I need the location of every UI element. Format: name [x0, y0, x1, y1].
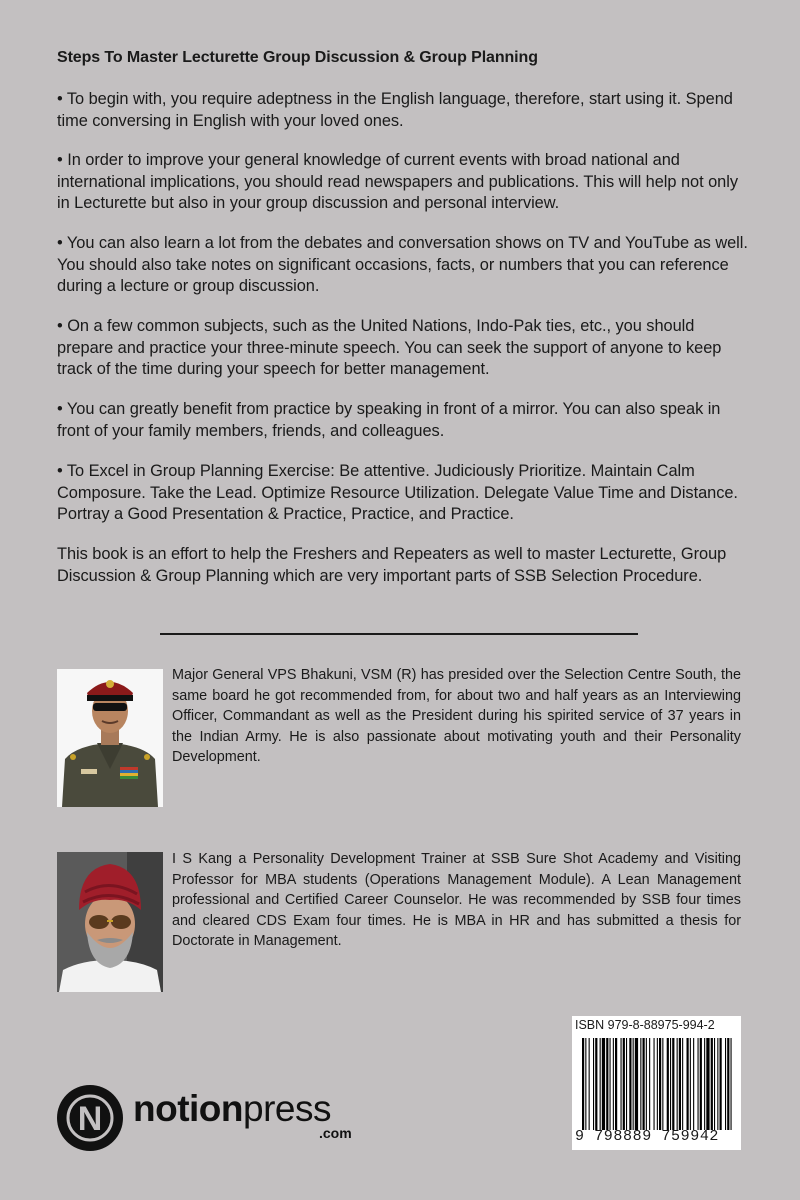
- barcode-bar: [610, 1038, 611, 1130]
- barcode-digits: 9 798889 759942: [575, 1128, 720, 1145]
- barcode-bar: [727, 1038, 729, 1130]
- author-photo-bhakuni: [57, 669, 163, 807]
- publisher-name-light: press: [243, 1088, 331, 1129]
- barcode-bar: [582, 1038, 584, 1130]
- barcode-bar: [585, 1038, 586, 1130]
- logo-letter: N: [77, 1100, 103, 1138]
- barcode-bar: [629, 1038, 631, 1130]
- barcode-bar: [593, 1038, 594, 1130]
- barcode-bar: [662, 1038, 663, 1130]
- barcode-bar: [731, 1038, 732, 1130]
- barcode-bar: [646, 1038, 647, 1130]
- isbn-label: ISBN 979-8-88975-994-2: [575, 1018, 715, 1032]
- barcode-bar: [643, 1038, 645, 1130]
- barcode-bar: [693, 1038, 694, 1130]
- section-divider: [160, 633, 638, 635]
- barcode-bar: [635, 1038, 638, 1130]
- section-heading: Steps To Master Lecturette Group Discussion & Group Planning: [57, 49, 538, 66]
- barcode-bar: [679, 1038, 681, 1130]
- paragraph-debates: • You can also learn a lot from the debates and conversation shows on TV and YouTube as well. You should also take notes on significant occasions, facts, or numbers that you can reference during a lecture or group discussion.: [57, 234, 748, 295]
- barcode-bar: [670, 1038, 671, 1130]
- barcode-bar: [672, 1038, 674, 1130]
- barcode-bar: [706, 1038, 709, 1130]
- barcode-bar: [720, 1038, 722, 1130]
- barcode-bar: [654, 1038, 655, 1130]
- author-photo-kang: [57, 852, 163, 992]
- paragraph-mirror-practice: • You can greatly benefit from practice by speaking in front of a mirror. You can also speak in front of your family members, friends, and colleagues.: [57, 400, 721, 440]
- barcode-bar: [595, 1038, 597, 1130]
- barcode-bar: [711, 1038, 713, 1130]
- barcode-bar: [667, 1038, 669, 1130]
- barcode-bar: [704, 1038, 705, 1130]
- barcode-bar: [602, 1038, 605, 1130]
- barcode-bar: [615, 1038, 617, 1130]
- barcode-bars: [582, 1038, 732, 1130]
- barcode-bar: [717, 1038, 718, 1130]
- barcode-bar: [623, 1038, 625, 1130]
- barcode-bar: [690, 1038, 691, 1130]
- notionpress-logo-icon: [55, 1083, 125, 1153]
- author-bio-kang: I S Kang a Personality Development Trainer at SSB Sure Shot Academy and Visiting Professor for MBA students (Operations Management Module). A Lean Management professional and Certified Career Counselor. He was recommended by SSB four times and cleared CDS Exam four times. He is MBA in HR and has submitted a thesis for Doctorate in Management.: [172, 851, 741, 949]
- paragraph-speech-practice: • On a few common subjects, such as the United Nations, Indo-Pak ties, etc., you should prepare and practice your three-minute speech. You can seek the support of anyone to keep track of the time during your speech for better management.: [57, 317, 722, 378]
- barcode-bar: [606, 1038, 608, 1130]
- barcode-bar: [633, 1038, 634, 1130]
- barcode-bar: [649, 1038, 650, 1130]
- isbn-barcode: [572, 1016, 741, 1150]
- barcode-bar: [613, 1038, 614, 1130]
- paragraph-english: • To begin with, you require adeptness in the English language, therefore, start using it. Spend time conversing in English with your loved ones.: [57, 90, 733, 130]
- barcode-bar: [714, 1038, 715, 1130]
- barcode-bar: [600, 1038, 601, 1130]
- publisher-name-bold: notion: [133, 1088, 244, 1129]
- barcode-bar: [682, 1038, 683, 1130]
- barcode-bar: [700, 1038, 702, 1130]
- barcode-bar: [677, 1038, 678, 1130]
- barcode-bar: [589, 1038, 590, 1130]
- paragraph-group-planning: • To Excel in Group Planning Exercise: Be attentive. Judiciously Prioritize. Maintain Calm Composure. Take the Lead. Optimize Resource Utilization. Delegate Value Time and Distance. Portray a Good Presentation & Practice, Practice, and Practice.: [57, 462, 738, 523]
- barcode-bar: [621, 1038, 622, 1130]
- paragraph-general-knowledge: • In order to improve your general knowledge of current events with broad national and international implications, you should read newspapers and publications. This will help not only in Lecturette but also in your group discussion and personal interview.: [57, 151, 738, 212]
- barcode-bar: [698, 1038, 699, 1130]
- paragraph-book-purpose: This book is an effort to help the Freshers and Repeaters as well to master Lecturette, Group Discussion & Group Planning which are very important parts of SSB Selection Procedure.: [57, 545, 727, 585]
- barcode-bar: [657, 1038, 658, 1130]
- barcode-bar: [640, 1038, 641, 1130]
- barcode-bar: [626, 1038, 627, 1130]
- barcode-bar: [725, 1038, 726, 1130]
- barcode-bar: [659, 1038, 661, 1130]
- publisher-name: [133, 1088, 331, 1130]
- author-bio-bhakuni: Major General VPS Bhakuni, VSM (R) has presided over the Selection Centre South, the same board he got recommended from, for about two and half years as an Interviewing Officer, Commandant as well as the President during his spirited service of 37 years in the Indian Army. He is also passionate about motivating youth and their Personality Development.: [172, 667, 741, 765]
- publisher-suffix: .com: [319, 1125, 352, 1141]
- barcode-bar: [687, 1038, 689, 1130]
